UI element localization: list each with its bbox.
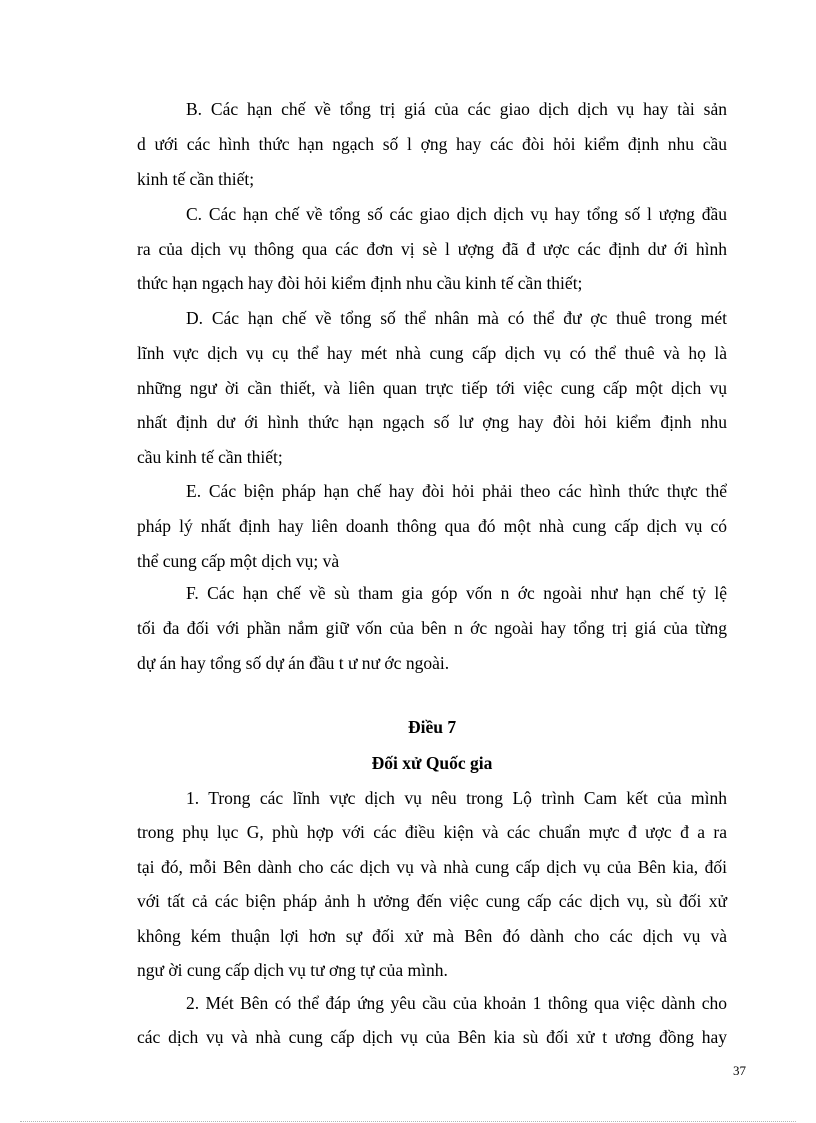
paragraph-1-line: 1. Trong các lĩnh vực dịch vụ nêu trong Lộ trình Cam kết của mình [186,788,727,808]
paragraph-c-line: thức hạn ngạch hay đòi hỏi kiểm định nhu cầu kinh tế cần thiết; [137,273,583,293]
paragraph-b-line: B. Các hạn chế về tổng trị giá của các giao dịch dịch vụ hay tài sản [186,99,727,119]
paragraph-e-line: thể cung cấp một dịch vụ; và [137,551,340,571]
article-title: Đối xử Quốc gia [371,753,493,773]
footer-divider [20,1121,796,1122]
article-number: Điều 7 [407,717,457,737]
paragraph-d-line: D. Các hạn chế về tổng số thể nhân mà có thể đư ợc thuê trong mét [186,308,727,328]
paragraph-e-line: pháp lý nhất định hay liên doanh thông qua đó một nhà cung cấp dịch vụ có [137,516,727,536]
paragraph-1-line: không kém thuận lợi hơn sự đối xử mà Bên đó dành cho các dịch vụ và [137,926,727,946]
paragraph-1-line: tại đó, mỗi Bên dành cho các dịch vụ và nhà cung cấp dịch vụ của Bên kia, đối [137,857,727,877]
paragraph-d-line: những ngư ời cần thiết, và liên quan trực tiếp tới việc cung cấp một dịch vụ [137,378,727,398]
paragraph-c-line: ra của dịch vụ thông qua các đơn vị sè l ượng đã đ ược các định dư ới hình [137,239,727,259]
paragraph-d-line: cầu kinh tế cần thiết; [137,447,283,467]
paragraph-1-line: ngư ời cung cấp dịch vụ tư ơng tự của mình. [137,960,448,980]
paragraph-b-line: d ưới các hình thức hạn ngạch số l ợng hay các đòi hỏi kiểm định nhu cầu [137,134,727,154]
paragraph-e-line: E. Các biện pháp hạn chế hay đòi hỏi phải theo các hình thức thực thể [186,481,727,501]
paragraph-2-line: 2. Mét Bên có thể đáp ứng yêu cầu của khoản 1 thông qua việc dành cho [186,993,727,1013]
page-number: 37 [733,1063,746,1078]
paragraph-f-line: tối đa đối với phần nắm giữ vốn của bên n ớc ngoài hay tổng trị giá của từng [137,618,727,638]
paragraph-1-line: với tất cả các biện pháp ảnh h ưởng đến việc cung cấp các dịch vụ, sù đối xử [137,891,727,911]
paragraph-1-line: trong phụ lục G, phù hợp với các điều kiện và các chuẩn mực đ ược đ a ra [137,822,727,842]
paragraph-b-line: kinh tế cần thiết; [137,169,255,189]
paragraph-d-line: lĩnh vực dịch vụ cụ thể hay mét nhà cung cấp dịch vụ có thể thuê và họ là [137,343,727,363]
paragraph-2-line: các dịch vụ và nhà cung cấp dịch vụ của Bên kia sù đối xử t ương đồng hay [137,1027,727,1047]
paragraph-f-line: dự án hay tổng số dự án đầu t ư nư ớc ngoài. [137,653,450,673]
paragraph-d-line: nhất định dư ới hình thức hạn ngạch số lư ợng hay đòi hỏi kiểm định nhu [137,412,727,432]
paragraph-f-line: F. Các hạn chế về sù tham gia góp vốn n ớc ngoài như hạn chế tỷ lệ [186,583,727,603]
paragraph-c-line: C. Các hạn chế về tổng số các giao dịch dịch vụ hay tổng số l ượng đầu [186,204,727,224]
